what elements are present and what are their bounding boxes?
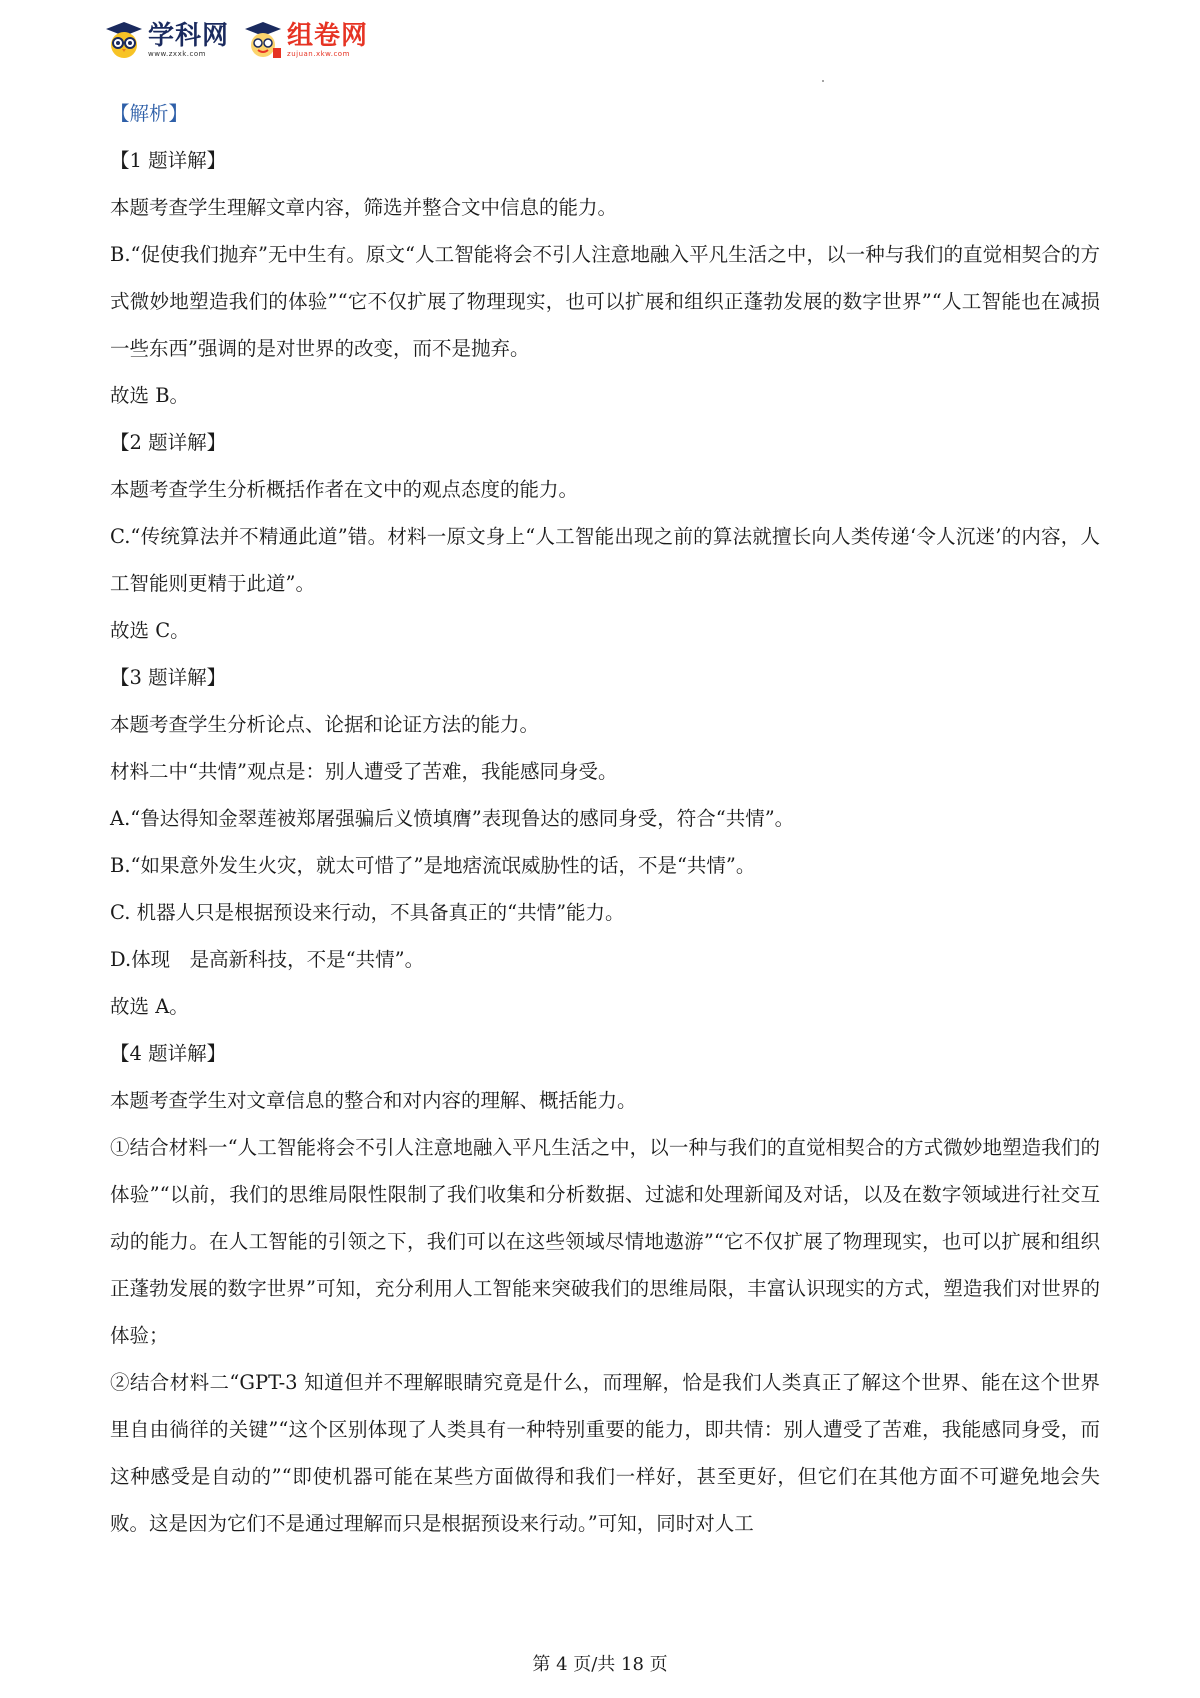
page-footer: 第 4 页/共 18 页 [532,1654,668,1675]
zujuanwang-logo [243,20,368,60]
logo1-sub: www.zxxk.com [148,49,206,58]
q4-point-1: ①结合材料一“人工智能将会不引人注意地融入平凡生活之中，以一种与我们的直觉相契合的方式微妙地塑造我们的体验”“以前，我们的思维局限性限制了我们收集和分析数据、过滤和处理新闻及对话，以及在数字领域进行社交互动的能力。在人工智能的引领之下，我们可以在这些领域尽情地遨游”“它不仅扩展了物理现实，也可以扩展和组织正蓬勃发展的数字世界”可知，充分利用人工智能来突破我们的思维局限，丰富认识现实的方式，塑造我们对世界的体验； [110,1136,1100,1347]
q3-option-d: D.体现 是高新科技，不是“共情”。 [110,948,425,971]
q1-explanation: B.“促使我们抛弃”无中生有。原文“人工智能将会不引人注意地融入平凡生活之中，以一种与我们的直觉相契合的方式微妙地塑造我们的体验”“它不仅扩展了物理现实，也可以扩展和组织正蓬勃发展的数字世界”“人工智能也在减损一些东西”强调的是对世界的改变，而不是抛弃。 [110,243,1100,360]
q2-explanation: C.“传统算法并不精通此道”错。材料一原文身上“人工智能出现之前的算法就擅长向人类传递‘令人沉迷’的内容，人工智能则更精于此道”。 [110,525,1100,595]
header-logos [104,20,368,70]
q4-point-2: ②结合材料二“GPT-3 知道但并不理解眼睛究竟是什么，而理解，恰是我们人类真正了解这个世界、能在这个世界里自由徜徉的关键”“这个区别体现了人类具有一种特别重要的能力，即共情：别人遭受了苦难，我能感同身受，而这种感受是自动的”“即使机器可能在某些方面做得和我们一样好，甚至更好，但它们在其他方面不可避免地会失败。这是因为它们不是通过理解而只是根据预设来行动。”可知，同时对人工 [110,1371,1100,1535]
student-mascot-icon [243,20,283,60]
xuekewang-logo [104,20,229,60]
q4-heading: 【4 题详解】 [110,1042,227,1065]
logo1-text: 学科网 [148,20,230,51]
q3-option-c: C. 机器人只是根据预设来行动，不具备真正的“共情”能力。 [110,901,625,924]
q2-intro: 本题考查学生分析概括作者在文中的观点态度的能力。 [110,478,579,501]
logo2-text: 组卷网 [287,20,369,51]
q1-heading: 【1 题详解】 [110,149,227,172]
owl-mascot-icon [104,20,144,60]
q3-heading: 【3 题详解】 [110,666,227,689]
logo2-sub: zujuan.xkw.com [287,49,350,58]
q4-intro: 本题考查学生对文章信息的整合和对内容的理解、概括能力。 [110,1089,637,1112]
q3-answer: 故选 A。 [110,995,189,1018]
document-body [110,90,1100,1547]
q2-answer: 故选 C。 [110,619,190,642]
q3-option-b: B.“如果意外发生火灾，就太可惜了”是地痞流氓威胁性的话，不是“共情”。 [110,854,756,877]
q1-intro: 本题考查学生理解文章内容，筛选并整合文中信息的能力。 [110,196,618,219]
analysis-heading: 【解析】 [110,102,189,125]
q3-intro: 本题考查学生分析论点、论据和论证方法的能力。 [110,713,540,736]
q3-material: 材料二中“共情”观点是：别人遭受了苦难，我能感同身受。 [110,760,618,783]
q1-answer: 故选 B。 [110,384,190,407]
q2-heading: 【2 题详解】 [110,431,227,454]
q3-option-a: A.“鲁达得知金翠莲被郑屠强骗后义愤填膺”表现鲁达的感同身受，符合“共情”。 [110,807,795,830]
scan-dot [822,80,824,82]
